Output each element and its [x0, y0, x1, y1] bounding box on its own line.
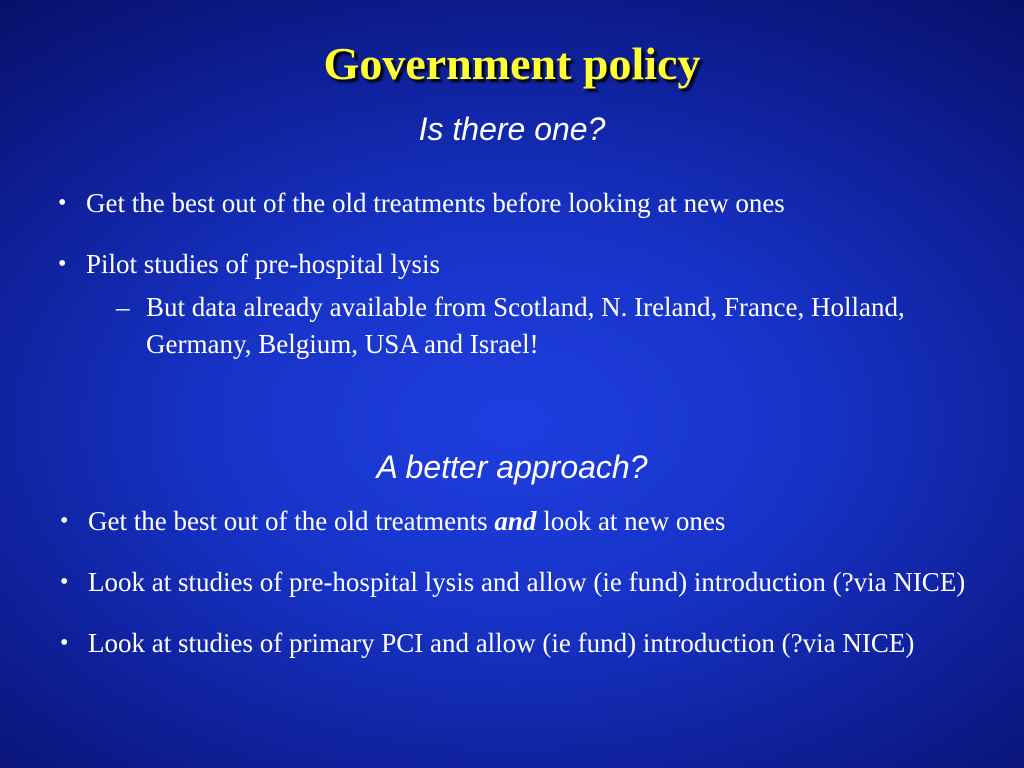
list-item: [60, 564, 980, 601]
sub-bullet-text: But data already available from Scotland, N. Ireland, France, Holland, Germany, Belgium, USA and Israel!: [146, 292, 905, 359]
list-item: [58, 246, 958, 363]
sub-list-item: [116, 289, 958, 363]
bullet-text: Look at studies of primary PCI and allow (ie fund) introduction (?via NICE): [88, 628, 915, 658]
bullet-icon: •: [58, 190, 67, 216]
dash-icon: –: [116, 292, 130, 322]
bullet-list-current-policy: [58, 185, 958, 387]
list-item: [60, 625, 980, 662]
list-item: [60, 503, 980, 540]
bullet-text: Look at studies of pre-hospital lysis and allow (ie fund) introduction (?via NICE): [88, 567, 966, 597]
bullet-icon: •: [60, 630, 69, 656]
sub-bullet-list: [86, 289, 958, 363]
list-item: [58, 185, 958, 222]
bullet-text: Pilot studies of pre-hospital lysis: [86, 249, 440, 279]
bullet-icon: •: [58, 251, 67, 277]
bullet-text-before: Get the best out of the old treatments: [88, 506, 495, 536]
section-heading-better-approach: A better approach?: [376, 449, 648, 485]
bullet-icon: •: [60, 569, 69, 595]
bullet-text-after: look at new ones: [536, 506, 726, 536]
bullet-text-emphasis: and: [494, 506, 537, 536]
slide-title: Government policy: [323, 38, 701, 89]
bullet-icon: •: [60, 508, 69, 534]
section-heading-is-there-one: Is there one?: [418, 111, 606, 147]
bullet-text: Get the best out of the old treatments before looking at new ones: [86, 188, 785, 218]
bullet-list-better-approach: [60, 503, 980, 686]
